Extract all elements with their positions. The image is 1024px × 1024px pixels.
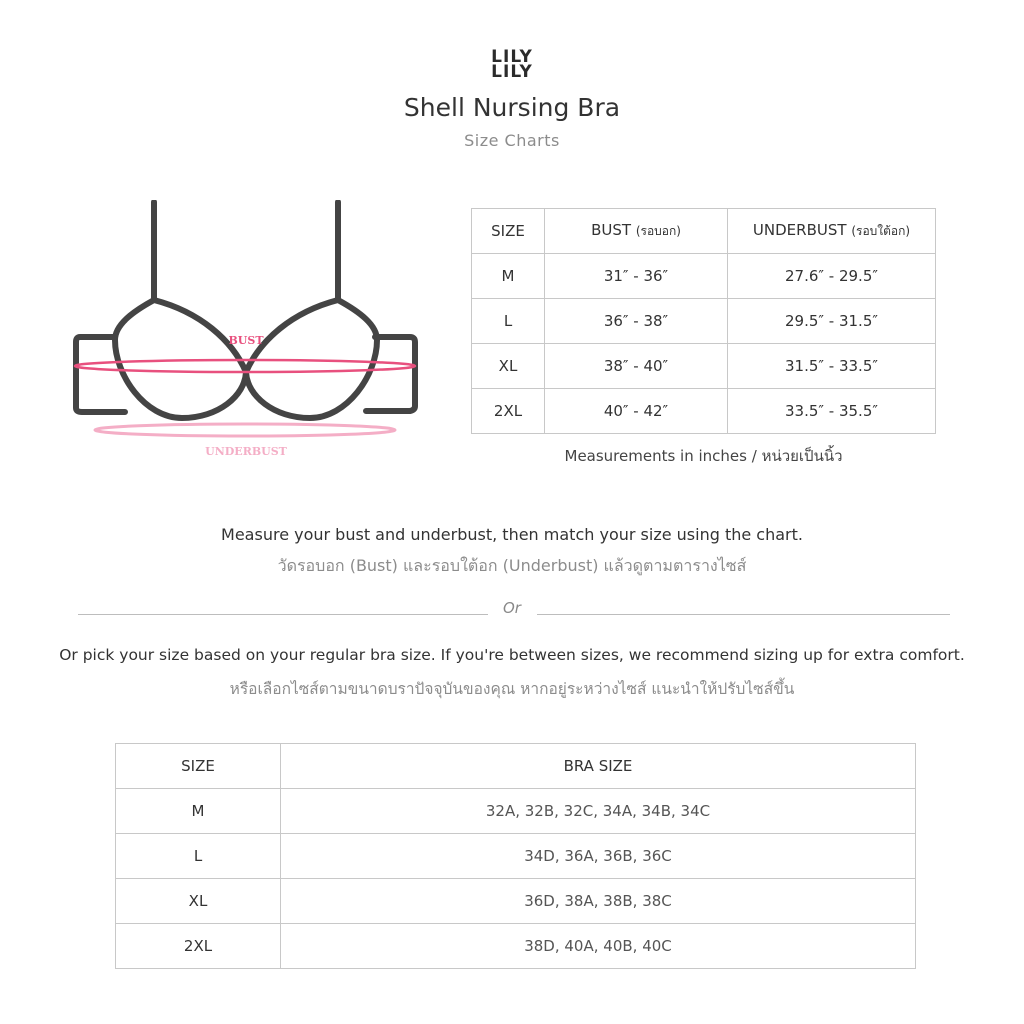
divider-line-right xyxy=(537,614,950,615)
pick-size-th: หรือเลือกไซส์ตามขนาดบราปัจจุบันของคุณ หากอยู่ระหว่างไซส์ แนะนำให้ปรับไซส์ขึ้น xyxy=(229,680,795,698)
logo-line-2: LILY xyxy=(491,62,533,82)
bust-cell: 38″ - 40″ xyxy=(545,344,728,389)
table-row xyxy=(472,299,936,344)
size-cell: XL xyxy=(116,879,281,924)
right-band xyxy=(366,337,415,411)
measurement-note: Measurements in inches / หน่วยเป็นนิ้ว xyxy=(564,447,843,465)
bust-cell: 36″ - 38″ xyxy=(545,299,728,344)
pick-size-en: Or pick your size based on your regular bra size. If you're between sizes, we recommend sizing up for extra comfort. xyxy=(59,646,965,664)
header-bust: BUST (รอบอก) xyxy=(545,209,728,254)
page-title: Shell Nursing Bra xyxy=(403,93,621,122)
size-cell: 2XL xyxy=(116,924,281,969)
underbust-cell: 31.5″ - 33.5″ xyxy=(728,344,936,389)
bra-header-row xyxy=(116,744,916,789)
size-cell: L xyxy=(472,299,545,344)
bra-size-cell: 36D, 38A, 38B, 38C xyxy=(281,879,916,924)
header-underbust: UNDERBUST (รอบใต้อก) xyxy=(728,209,936,254)
table-row xyxy=(472,254,936,299)
underbust-label: UNDERBUST xyxy=(205,445,287,458)
bust-cell: 31″ - 36″ xyxy=(545,254,728,299)
bra-measurement-illustration xyxy=(70,200,430,465)
divider-line-left xyxy=(78,614,488,615)
size-cell: L xyxy=(116,834,281,879)
table-row xyxy=(116,924,916,969)
bra-size-table xyxy=(115,743,916,969)
table-row xyxy=(472,344,936,389)
underbust-line xyxy=(95,424,395,436)
header-size: SIZE xyxy=(472,209,545,254)
table-row xyxy=(472,389,936,434)
divider-or: Or xyxy=(503,599,521,617)
underbust-cell: 27.6″ - 29.5″ xyxy=(728,254,936,299)
header-size: SIZE xyxy=(116,744,281,789)
bra-size-cell: 34D, 36A, 36B, 36C xyxy=(281,834,916,879)
underbust-cell: 29.5″ - 31.5″ xyxy=(728,299,936,344)
brand-logo xyxy=(0,47,1024,82)
bust-cell: 40″ - 42″ xyxy=(545,389,728,434)
bra-size-cell: 38D, 40A, 40B, 40C xyxy=(281,924,916,969)
header-bra-size: BRA SIZE xyxy=(281,744,916,789)
bra-size-cell: 32A, 32B, 32C, 34A, 34B, 34C xyxy=(281,789,916,834)
size-cell: XL xyxy=(472,344,545,389)
size-cell: M xyxy=(116,789,281,834)
page-subtitle: Size Charts xyxy=(464,131,560,150)
instructions-en: Measure your bust and underbust, then match your size using the chart. xyxy=(221,525,803,544)
table-row xyxy=(116,789,916,834)
bust-label: BUST xyxy=(228,334,264,347)
measurement-header-row xyxy=(472,209,936,254)
underbust-cell: 33.5″ - 35.5″ xyxy=(728,389,936,434)
logo-line-1: LILY xyxy=(491,47,533,67)
instructions-th: วัดรอบอก (Bust) และรอบใต้อก (Underbust) แล้วดูตามตารางไซส์ xyxy=(277,556,747,575)
size-cell: 2XL xyxy=(472,389,545,434)
size-cell: M xyxy=(472,254,545,299)
measurement-table xyxy=(471,208,936,434)
table-row xyxy=(116,879,916,924)
table-row xyxy=(116,834,916,879)
